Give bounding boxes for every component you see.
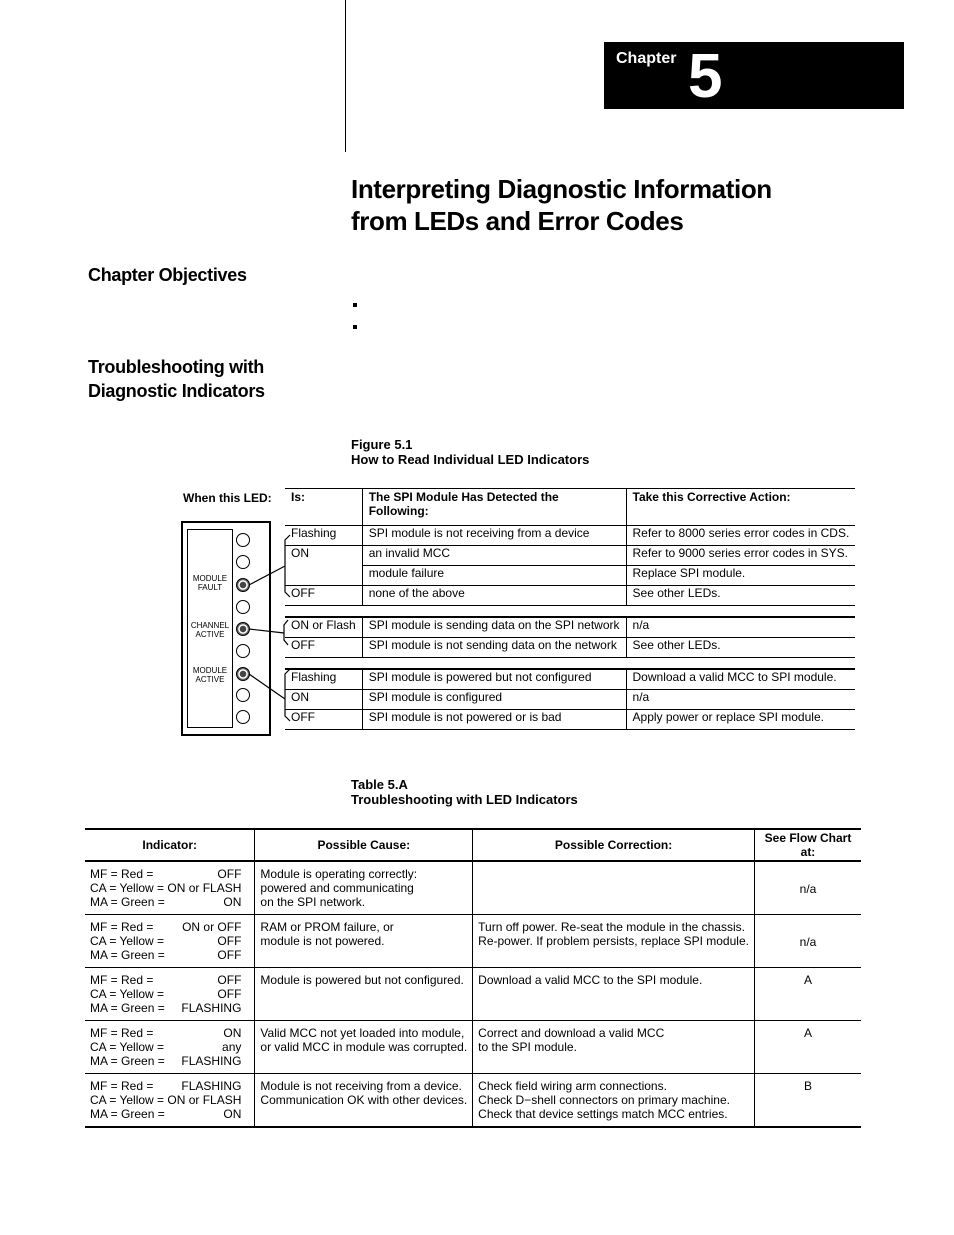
table-row	[85, 861, 861, 915]
flow-chart-cell: n/a	[754, 861, 861, 915]
page-title-line-1: Interpreting Diagnostic Information	[351, 174, 772, 204]
bullet-marker	[353, 325, 357, 329]
correction-cell	[473, 1074, 755, 1128]
indicator-line: MA = Green = ON	[90, 1107, 242, 1121]
page-title	[351, 173, 871, 237]
indicator-cell	[85, 968, 255, 1021]
indicator-line: MF = Red = ON	[90, 1026, 242, 1040]
indicator-line: CA = Yellow = ON or FLASH	[90, 1093, 242, 1107]
cause-line: Module is not receiving from a device.	[260, 1079, 462, 1093]
table-header-row	[85, 829, 861, 861]
chapter-number: 5	[688, 42, 723, 111]
figure-header-action: Take this Corrective Action:	[626, 489, 855, 526]
correction-line: Download a valid MCC to the SPI module.	[478, 973, 703, 987]
table-caption-number: Table 5.A	[351, 777, 408, 792]
figure-row: OFF SPI module is not powered or is bad Apply power or replace SPI module.	[285, 710, 855, 730]
indicator-line: MF = Red = ON or OFF	[90, 920, 242, 934]
section-heading-troubleshooting	[88, 355, 265, 403]
indicator-line: MA = Green = FLASHING	[90, 1054, 242, 1068]
indicator-cell	[85, 861, 255, 915]
correction-cell	[473, 861, 755, 915]
correction-line: Check D−shell connectors on primary machine.	[478, 1093, 730, 1107]
indicator-line: MF = Red = OFF	[90, 867, 242, 881]
cause-line: powered and communicating	[260, 881, 414, 895]
led-indicator	[236, 555, 250, 569]
header-correction: Possible Correction:	[473, 829, 755, 861]
cause-line: Module is operating correctly:	[260, 867, 418, 881]
figure-row: OFF none of the above See other LEDs.	[285, 586, 855, 606]
flow-chart-cell: A	[754, 1021, 861, 1074]
led-indicator	[236, 600, 250, 614]
figure-row: OFF SPI module is not sending data on the network See other LEDs.	[285, 638, 855, 658]
indicator-line: MF = Red = FLASHING	[90, 1079, 242, 1093]
indicator-cell	[85, 915, 255, 968]
correction-line: to the SPI module.	[478, 1040, 577, 1054]
module-label-panel	[187, 529, 233, 728]
table-caption-title: Troubleshooting with LED Indicators	[351, 792, 578, 807]
table-row	[85, 1074, 861, 1128]
section-heading-objectives: Chapter Objectives	[88, 265, 247, 285]
figure-header-detected: The SPI Module Has Detected the Following:	[362, 489, 626, 526]
correction-line: Turn off power. Re-seat the module in the chassis.	[478, 920, 745, 934]
figure-gap	[285, 658, 855, 670]
figure-row: ON or Flash SPI module is sending data on the SPI network n/a	[285, 617, 855, 638]
when-led-label: When this LED:	[183, 491, 272, 505]
header-flow-chart: See Flow Chart at:	[754, 829, 861, 861]
indicator-line: MA = Green = OFF	[90, 948, 242, 962]
cause-cell	[255, 1074, 473, 1128]
figure-caption-title: How to Read Individual LED Indicators	[351, 452, 590, 467]
cause-cell	[255, 861, 473, 915]
indicator-line: MA = Green = FLASHING	[90, 1001, 242, 1015]
led-indicator	[236, 688, 250, 702]
correction-cell	[473, 968, 755, 1021]
flow-chart-cell: n/a	[754, 915, 861, 968]
correction-cell	[473, 1021, 755, 1074]
led-indicator	[236, 644, 250, 658]
indicator-line: MF = Red = OFF	[90, 973, 242, 987]
table-row	[85, 968, 861, 1021]
figure-row: module failure Replace SPI module.	[285, 566, 855, 586]
figure-header-row	[285, 489, 855, 526]
chapter-banner	[604, 42, 904, 109]
header-indicator: Indicator:	[85, 829, 255, 861]
led-indicator	[236, 710, 250, 724]
cause-line: or valid MCC in module was corrupted.	[260, 1040, 468, 1054]
indicator-line: CA = Yellow = ON or FLASH	[90, 881, 242, 895]
flow-chart-cell: B	[754, 1074, 861, 1128]
module-active-led	[236, 667, 250, 681]
page-title-line-2: from LEDs and Error Codes	[351, 206, 684, 236]
figure-caption-number: Figure 5.1	[351, 437, 413, 452]
section-heading-line-1: Troubleshooting with	[88, 357, 264, 377]
channel-active-label: CHANNEL ACTIVE	[190, 621, 230, 639]
figure-row: ON SPI module is configured n/a	[285, 690, 855, 710]
figure-row: ON an invalid MCC Refer to 9000 series error codes in SYS.	[285, 546, 855, 566]
figure-caption	[351, 437, 589, 467]
bullet-marker	[353, 303, 357, 307]
cause-line: Valid MCC not yet loaded into module,	[260, 1026, 465, 1040]
cause-line: module is not powered.	[260, 934, 385, 948]
led-figure-table	[285, 488, 855, 730]
table-caption	[351, 777, 578, 807]
indicator-line: CA = Yellow = any	[90, 1040, 242, 1054]
vertical-rule	[345, 0, 346, 152]
indicator-cell	[85, 1074, 255, 1128]
module-fault-label: MODULE FAULT	[192, 574, 228, 592]
cause-cell	[255, 968, 473, 1021]
led-indicator	[236, 533, 250, 547]
led-module-graphic	[181, 521, 271, 736]
indicator-line: CA = Yellow = OFF	[90, 987, 242, 1001]
cause-cell	[255, 1021, 473, 1074]
channel-active-led	[236, 622, 250, 636]
troubleshooting-table	[85, 828, 861, 1128]
correction-cell	[473, 915, 755, 968]
cause-line: on the SPI network.	[260, 895, 366, 909]
indicator-line: MA = Green = ON	[90, 895, 242, 909]
module-fault-led	[236, 578, 250, 592]
figure-row: Flashing SPI module is powered but not configured Download a valid MCC to SPI module.	[285, 669, 855, 690]
correction-line: Correct and download a valid MCC	[478, 1026, 665, 1040]
figure-row: Flashing SPI module is not receiving from a device Refer to 8000 series error codes in CDS.	[285, 526, 855, 546]
cause-cell	[255, 915, 473, 968]
cause-line: RAM or PROM failure, or	[260, 920, 394, 934]
table-row	[85, 915, 861, 968]
correction-line: Check that device settings match MCC entries.	[478, 1107, 728, 1121]
header-cause: Possible Cause:	[255, 829, 473, 861]
indicator-cell	[85, 1021, 255, 1074]
chapter-label: Chapter	[616, 50, 677, 67]
cause-line: Communication OK with other devices.	[260, 1093, 468, 1107]
section-heading-line-2: Diagnostic Indicators	[88, 381, 265, 401]
indicator-line: CA = Yellow = OFF	[90, 934, 242, 948]
cause-line: Module is powered but not configured.	[260, 973, 464, 987]
figure-header-is: Is:	[285, 489, 362, 526]
correction-line: Check field wiring arm connections.	[478, 1079, 667, 1093]
table-row	[85, 1021, 861, 1074]
module-active-label: MODULE ACTIVE	[192, 666, 228, 684]
flow-chart-cell: A	[754, 968, 861, 1021]
figure-gap	[285, 606, 855, 618]
correction-line: Re-power. If problem persists, replace SPI module.	[478, 934, 749, 948]
